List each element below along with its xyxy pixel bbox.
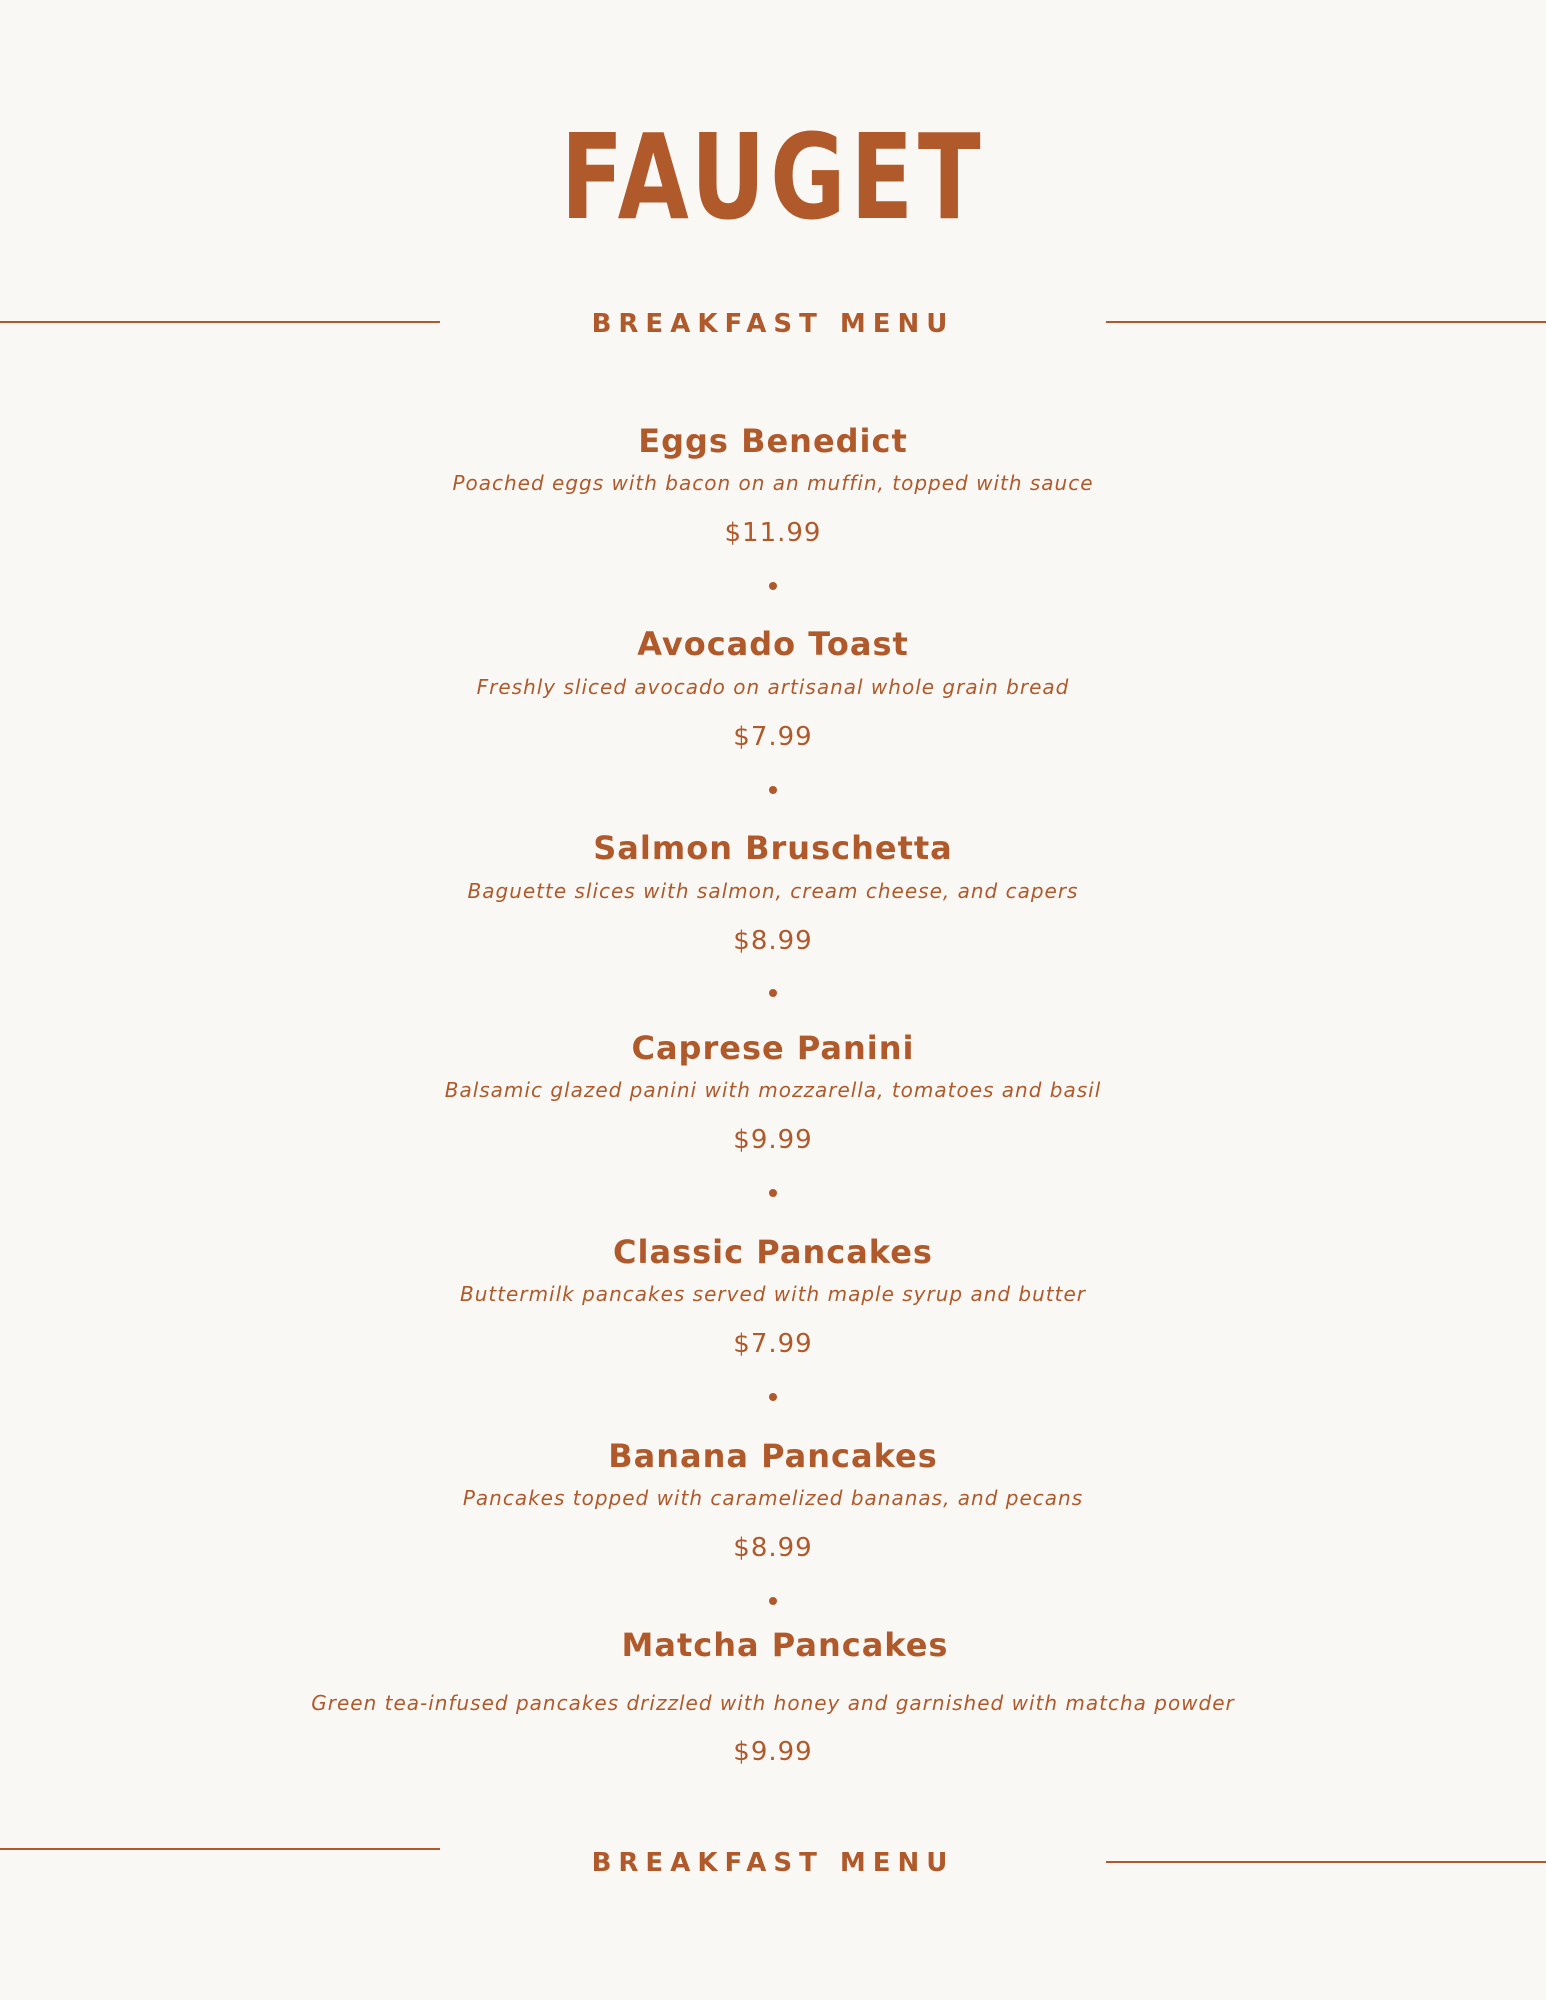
- menu-item-price: $8.99: [733, 1533, 813, 1563]
- separator-dot: [769, 1597, 777, 1605]
- brand-title: FAUGET: [560, 108, 986, 246]
- menu-item-description: Buttermilk pancakes served with maple syrup and butter: [459, 1282, 1087, 1306]
- menu-item-description: Balsamic glazed panini with mozzarella, tomatoes and basil: [444, 1078, 1102, 1102]
- menu-item-name: Banana Pancakes: [608, 1437, 938, 1475]
- menu-item-name: Avocado Toast: [637, 625, 909, 663]
- menu-item-description: Freshly sliced avocado on artisanal whole grain bread: [476, 675, 1070, 699]
- menu-item-name: Salmon Bruschetta: [593, 829, 953, 867]
- menu-item-price: $8.99: [733, 926, 813, 956]
- menu-item-description: Poached eggs with bacon on an muffin, topped with sauce: [452, 471, 1094, 495]
- separator-dot: [769, 989, 777, 997]
- header-section-label: BREAKFAST MENU: [591, 309, 955, 339]
- menu-item-name: Caprese Panini: [631, 1029, 915, 1067]
- separator-dot: [769, 1189, 777, 1197]
- menu-item-description: Pancakes topped with caramelized bananas, and pecans: [462, 1486, 1084, 1510]
- menu-item-price: $7.99: [733, 722, 813, 752]
- menu-item-price: $9.99: [733, 1125, 813, 1155]
- menu-item-name: Matcha Pancakes: [621, 1626, 949, 1664]
- footer-section-label: BREAKFAST MENU: [591, 1848, 955, 1878]
- separator-dot: [769, 582, 777, 590]
- menu-item-price: $11.99: [724, 518, 822, 548]
- menu-item-price: $9.99: [733, 1737, 813, 1767]
- separator-dot: [769, 786, 777, 794]
- menu-item-description: Baguette slices with salmon, cream cheese, and capers: [467, 879, 1079, 903]
- menu-item-description: Green tea-infused pancakes drizzled with honey and garnished with matcha powder: [311, 1691, 1235, 1715]
- menu-item-name: Eggs Benedict: [638, 422, 908, 460]
- menu-item-price: $7.99: [733, 1329, 813, 1359]
- menu-item-name: Classic Pancakes: [613, 1233, 933, 1271]
- separator-dot: [769, 1393, 777, 1401]
